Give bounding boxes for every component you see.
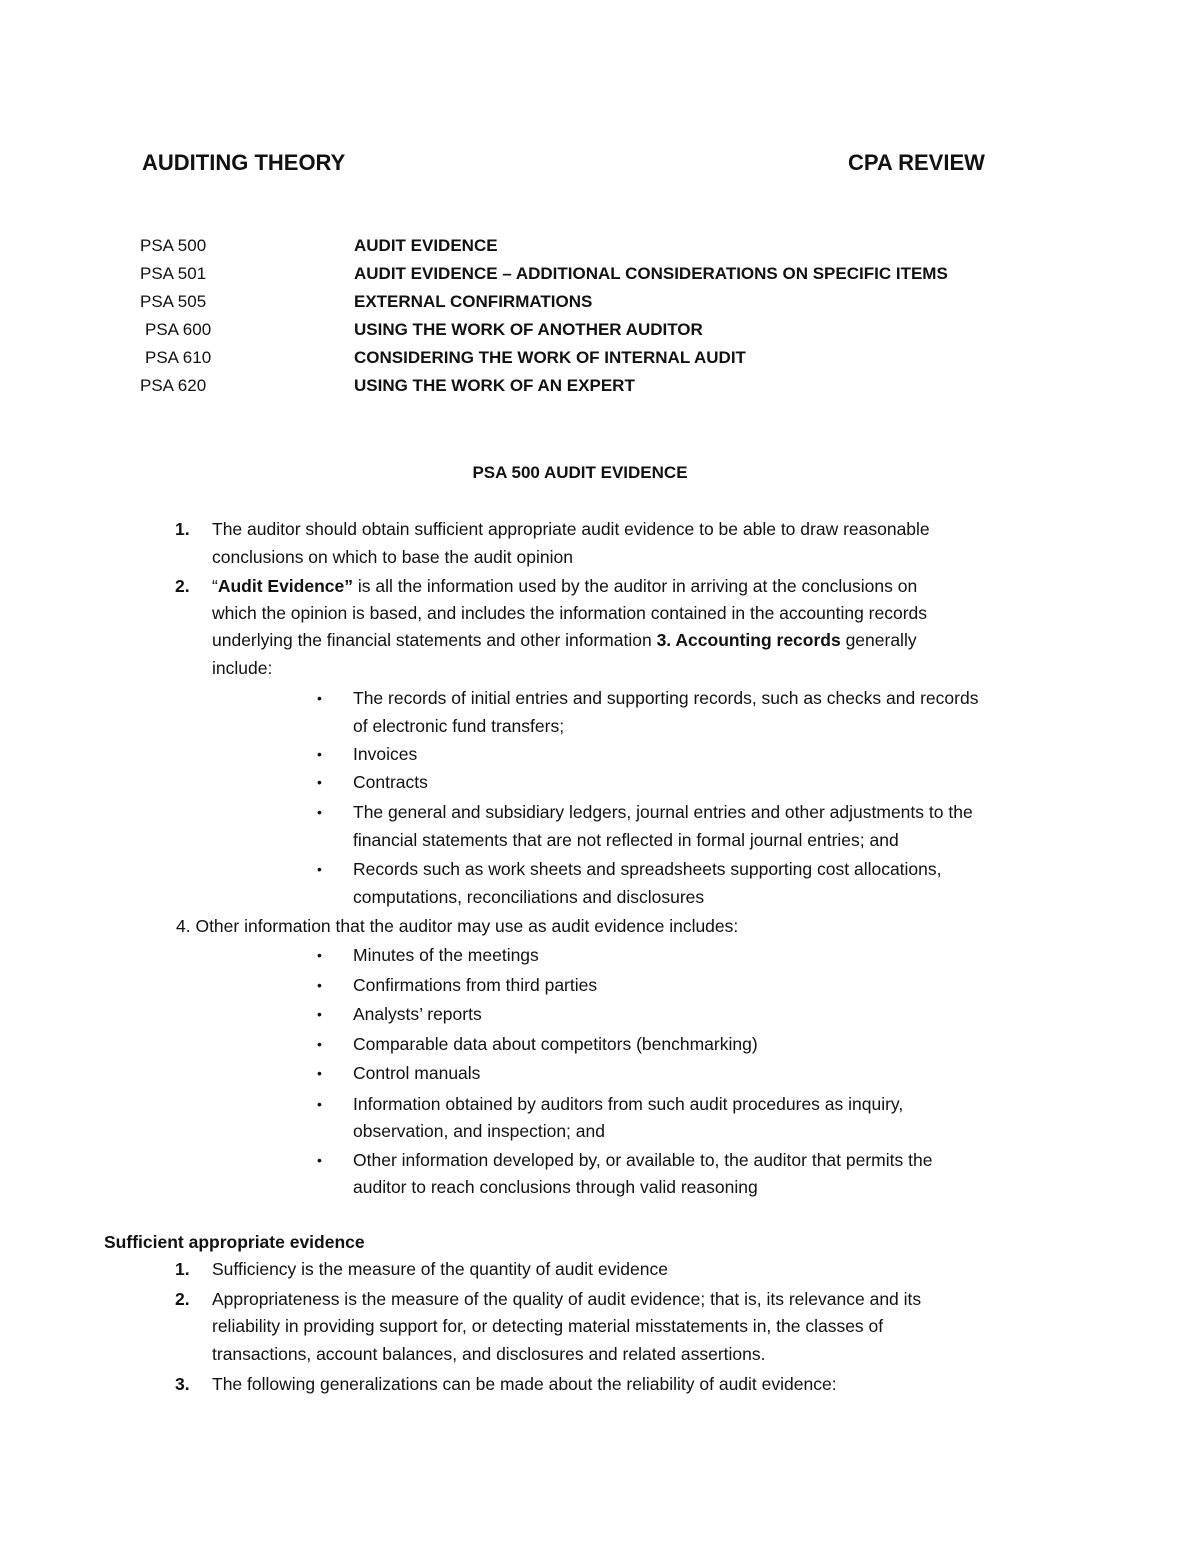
toc-title: AUDIT EVIDENCE xyxy=(354,236,498,255)
section-title: PSA 500 AUDIT EVIDENCE xyxy=(472,463,688,482)
list-number: 1. xyxy=(175,519,190,539)
toc-code: PSA 620 xyxy=(140,376,207,395)
toc-title: CONSIDERING THE WORK OF INTERNAL AUDIT xyxy=(354,348,746,367)
list-item: Records such as work sheets and spreadsheets supporting cost allocations, xyxy=(353,859,942,879)
paragraph-line: 4. Other information that the auditor may use as audit evidence includes: xyxy=(176,916,739,936)
list-item: Comparable data about competitors (benchmarking) xyxy=(353,1034,758,1054)
toc-title: USING THE WORK OF ANOTHER AUDITOR xyxy=(354,320,703,339)
bullet: • xyxy=(317,1036,322,1052)
list-item: Minutes of the meetings xyxy=(353,945,539,965)
list-item: Control manuals xyxy=(353,1063,481,1083)
paragraph-line xyxy=(212,626,917,654)
text-run: is all the information used by the auditor in arriving at the conclusions on xyxy=(353,576,918,596)
list-number: 3. xyxy=(175,1374,190,1394)
paragraph-line: The auditor should obtain sufficient appropriate audit evidence to be able to draw reasonable xyxy=(212,519,930,539)
list-item: observation, and inspection; and xyxy=(353,1121,605,1141)
bullet: • xyxy=(317,1096,322,1112)
header-course: CPA REVIEW xyxy=(848,150,985,175)
list-number: 2. xyxy=(175,1289,190,1309)
bullet: • xyxy=(317,977,322,993)
list-number: 2. xyxy=(175,576,190,596)
inline-number: 3. xyxy=(656,630,672,650)
toc-title: USING THE WORK OF AN EXPERT xyxy=(354,376,635,395)
bullet: • xyxy=(317,861,322,877)
toc-code: PSA 610 xyxy=(145,348,212,367)
list-item: Information obtained by auditors from such audit procedures as inquiry, xyxy=(353,1094,904,1114)
list-number: 1. xyxy=(175,1259,190,1279)
toc-code: PSA 500 xyxy=(140,236,207,255)
paragraph-line: which the opinion is based, and includes the information contained in the accounting records xyxy=(212,603,928,623)
text-run: underlying the financial statements and other information xyxy=(212,630,657,650)
bullet: • xyxy=(317,774,322,790)
bullet: • xyxy=(317,1006,322,1022)
paragraph-line: Sufficiency is the measure of the quantity of audit evidence xyxy=(212,1259,668,1279)
toc-title: EXTERNAL CONFIRMATIONS xyxy=(354,292,593,311)
bullet: • xyxy=(317,804,322,820)
toc-code: PSA 501 xyxy=(140,264,207,283)
open-quote: “ xyxy=(212,576,218,596)
list-item: computations, reconciliations and disclosures xyxy=(353,887,705,907)
term-audit-evidence: Audit Evidence” xyxy=(217,576,353,596)
paragraph-line: Appropriateness is the measure of the quality of audit evidence; that is, its relevance and its xyxy=(212,1289,922,1309)
list-item: of electronic fund transfers; xyxy=(353,716,565,736)
header-subject: AUDITING THEORY xyxy=(142,150,346,175)
paragraph-line: The following generalizations can be made about the reliability of audit evidence: xyxy=(212,1374,837,1394)
bullet: • xyxy=(317,746,322,762)
list-item: Invoices xyxy=(353,744,418,764)
bullet: • xyxy=(317,947,322,963)
list-item: Contracts xyxy=(353,772,428,792)
paragraph-line xyxy=(212,572,917,600)
list-item: Confirmations from third parties xyxy=(353,975,598,995)
term-accounting-records: Accounting records xyxy=(671,630,841,650)
paragraph-line: conclusions on which to base the audit opinion xyxy=(212,547,573,567)
bullet: • xyxy=(317,690,322,706)
bullet: • xyxy=(317,1152,322,1168)
list-item: The records of initial entries and supporting records, such as checks and records xyxy=(353,688,979,708)
list-item: Analysts’ reports xyxy=(353,1004,482,1024)
paragraph-line: reliability in providing support for, or detecting material misstatements in, the classes of xyxy=(212,1316,884,1336)
list-item: auditor to reach conclusions through valid reasoning xyxy=(353,1177,758,1197)
list-item: financial statements that are not reflected in formal journal entries; and xyxy=(353,830,899,850)
toc-code: PSA 600 xyxy=(145,320,212,339)
toc-code: PSA 505 xyxy=(140,292,207,311)
list-item: Other information developed by, or available to, the auditor that permits the xyxy=(353,1150,933,1170)
bullet: • xyxy=(317,1065,322,1081)
text-run: generally xyxy=(840,630,917,650)
paragraph-line: transactions, account balances, and disclosures and related assertions. xyxy=(212,1344,766,1364)
subsection-heading: Sufficient appropriate evidence xyxy=(104,1232,365,1252)
list-item: The general and subsidiary ledgers, journal entries and other adjustments to the xyxy=(353,802,973,822)
toc-title: AUDIT EVIDENCE – ADDITIONAL CONSIDERATIONS ON SPECIFIC ITEMS xyxy=(354,264,948,283)
paragraph-line: include: xyxy=(212,658,273,678)
